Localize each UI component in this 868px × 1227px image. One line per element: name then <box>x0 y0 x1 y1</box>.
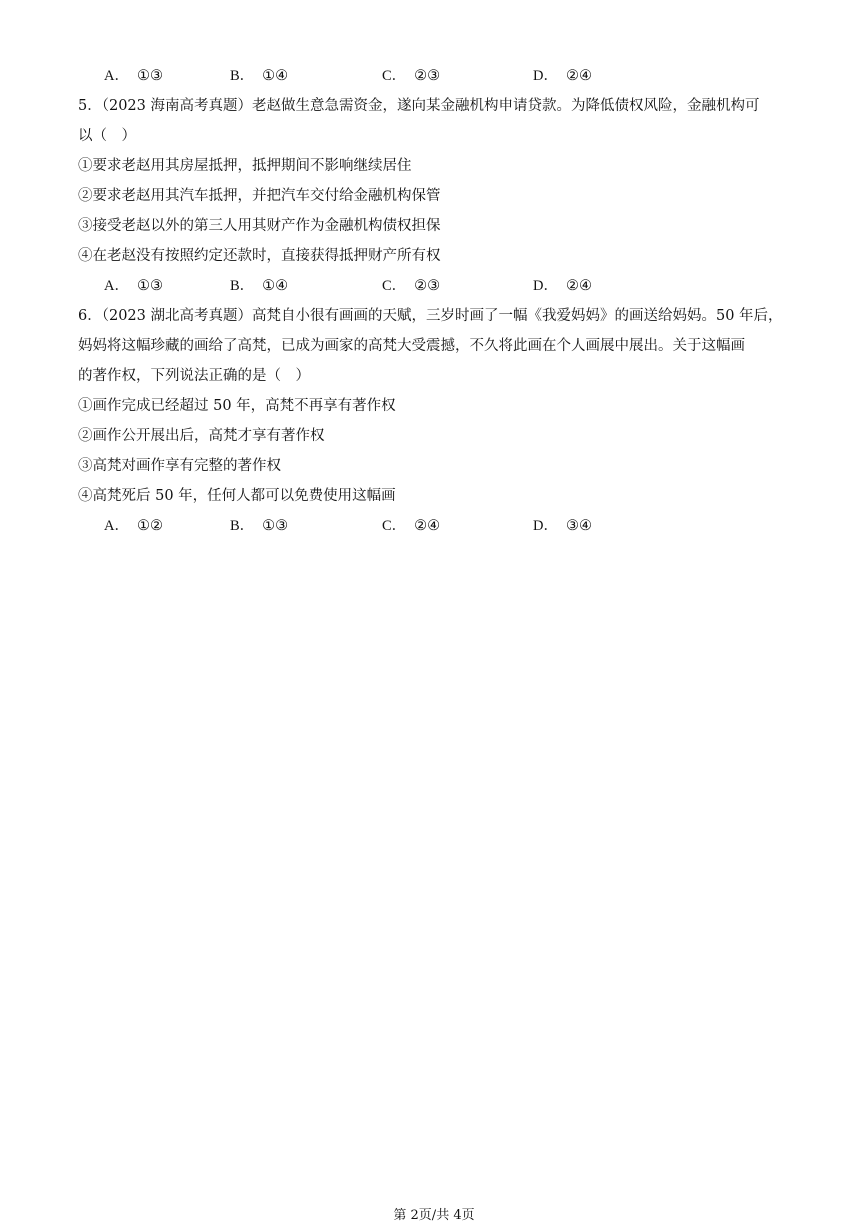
q6-stem-line-3: 的著作权，下列说法正确的是（ ） <box>78 368 310 384</box>
q5-option-3: ③接受老赵以外的第三人用其财产作为金融机构债权担保 <box>78 218 441 234</box>
q5-choice-c: C． ②③ <box>382 278 441 294</box>
q5-option-4: ④在老赵没有按照约定还款时，直接获得抵押财产所有权 <box>78 248 441 264</box>
q4-choice-b: B． ①④ <box>230 68 289 84</box>
q6-stem-line-2: 妈妈将这幅珍藏的画给了高梵，已成为画家的高梵大受震撼，不久将此画在个人画展中展出。关于这幅画 <box>78 338 745 354</box>
q5-option-2: ②要求老赵用其汽车抵押，并把汽车交付给金融机构保管 <box>78 188 441 204</box>
q6-choice-b: B． ①③ <box>230 518 289 534</box>
q5-choices <box>104 276 664 296</box>
q6-option-2: ②画作公开展出后，高梵才享有著作权 <box>78 428 325 444</box>
q6-option-4: ④高梵死后 50 年，任何人都可以免费使用这幅画 <box>78 488 396 504</box>
q6-choices <box>104 516 664 536</box>
q6-stem-line-1: 6．（2023 湖北高考真题）高梵自小很有画画的天赋，三岁时画了一幅《我爱妈妈》的画送给妈妈。50 年后， <box>78 308 783 324</box>
q5-choice-a: A． ①③ <box>104 278 163 294</box>
q4-choice-a: A． ①③ <box>104 68 163 84</box>
q4-choices <box>104 66 664 86</box>
q6-choice-c: C． ②④ <box>382 518 441 534</box>
q4-choice-d: D． ②④ <box>533 68 592 84</box>
q5-stem-line-2: 以（ ） <box>78 128 136 144</box>
q6-option-1: ①画作完成已经超过 50 年，高梵不再享有著作权 <box>78 398 396 414</box>
q4-choice-c: C． ②③ <box>382 68 441 84</box>
q6-option-3: ③高梵对画作享有完整的著作权 <box>78 458 281 474</box>
q5-stem-line-1: 5．（2023 海南高考真题）老赵做生意急需资金，遂向某金融机构申请贷款。为降低债权风险，金融机构可 <box>78 98 760 114</box>
q5-choice-b: B． ①④ <box>230 278 289 294</box>
q6-choice-a: A． ①② <box>104 518 163 534</box>
page-number: 第 2页/共 4页 <box>393 1208 475 1223</box>
q5-option-1: ①要求老赵用其房屋抵押，抵押期间不影响继续居住 <box>78 158 412 174</box>
q5-choice-d: D． ②④ <box>533 278 592 294</box>
q6-choice-d: D． ③④ <box>533 518 592 534</box>
